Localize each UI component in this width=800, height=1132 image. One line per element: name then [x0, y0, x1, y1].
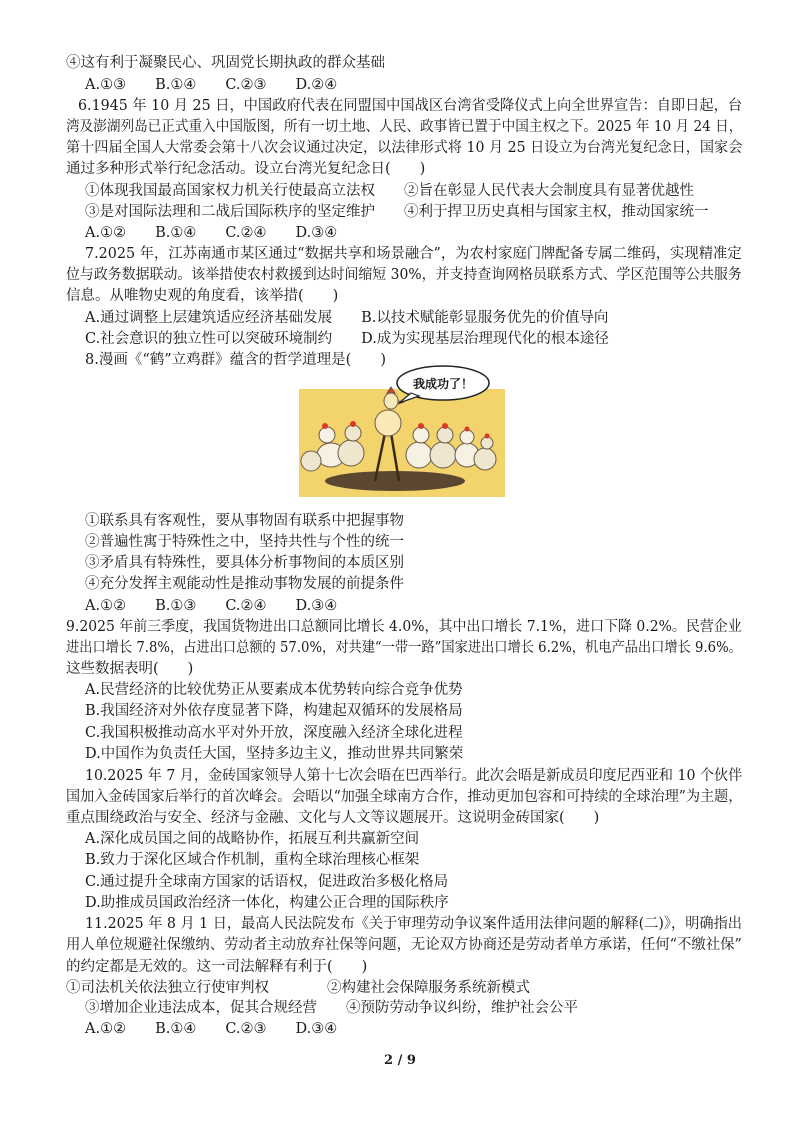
text-line: ④这有利于凝聚民心、巩固党长期执政的群众基础 — [66, 55, 385, 71]
text-line: A.①② B.①④ C.②④ D.③④ — [85, 225, 338, 241]
text-line: ③增加企业违法成本，促其合规经营 ④预防劳动争议纠纷，维护社会公平 — [85, 1000, 578, 1016]
crane-among-chickens-cartoon — [299, 363, 505, 497]
text-line: B.致力于深化区域合作机制，重构全球治理核心框架 — [85, 852, 420, 868]
text-line: ①体现我国最高国家权力机关行使最高立法权 ②旨在彰显人民代表大会制度具有显著优越性 — [85, 183, 694, 199]
text-line: D.中国作为负责任大国，坚持多边主义，推动世界共同繁荣 — [85, 746, 464, 762]
text-line: D.助推成员国政治经济一体化，构建公正合理的国际秩序 — [85, 895, 449, 911]
text-line: 用人单位规避社保缴纳、劳动者主动放弃社保等问题，无论双方协商还是劳动者单方承诺，任何“不缴社保” — [66, 937, 742, 953]
text-line: C.社会意识的独立性可以突破环境制约 D.成为实现基层治理现代化的根本途径 — [85, 331, 609, 347]
text-line: 通过多种形式举行纪念活动。设立台湾光复纪念日( ) — [66, 161, 426, 177]
text-line: 第十四届全国人大常委会第十八次会议通过决定，以法律形式将 10 月 25 日设立为台湾光复纪念日，国家会 — [66, 140, 743, 156]
text-line: 进出口增长 7.8%，占进出口总额的 57.0%，对共建“一带一路”国家进出口增长 6.2%，机电产品出口增长 9.6%。 — [66, 640, 742, 656]
text-line: 重点围绕政治与安全、经济与金融、文化与人文等议题展开。这说明金砖国家( ) — [66, 810, 600, 826]
text-line: ③是对国际法理和二战后国际秩序的坚定维护 ④利于捍卫历史真相与国家主权，推动国家统一 — [85, 204, 709, 220]
text-line: A.深化成员国之间的战略协作，拓展互利共赢新空间 — [85, 831, 420, 847]
text-line: 10.2025 年 7 月，金砖国家领导人第十七次会晤在巴西举行。此次会晤是新成员印度尼西亚和 10 个伙伴 — [85, 768, 743, 784]
text-line: A.①③ B.①④ C.②③ D.②④ — [85, 77, 338, 93]
text-line: B.我国经济对外依存度显著下降，构建起双循环的发展格局 — [85, 703, 463, 719]
text-line: 信息。从唯物史观的角度看，该举措( ) — [66, 288, 339, 304]
text-line: C.我国积极推动高水平对外开放，深度融入经济全球化进程 — [85, 725, 463, 741]
text-line: A.民营经济的比较优势正从要素成本优势转向综合竞争优势 — [85, 682, 463, 698]
text-line: ②普遍性寓于特殊性之中，坚持共性与个性的统一 — [85, 534, 404, 550]
text-line: 湾及澎湖列岛已正式重入中国版图，所有一切土地、人民、政事皆已置于中国主权之下。2025 年 10 月 24 日， — [66, 119, 743, 135]
text-line: ①联系具有客观性，要从事物固有联系中把握事物 — [85, 513, 404, 529]
text-line: 6.1945 年 10 月 25 日，中国政府代表在同盟国中国战区台湾省受降仪式上向全世界宣告：自即日起，台 — [78, 98, 743, 114]
ground-shadow — [325, 471, 465, 491]
text-line: ①司法机关依法独立行使审判权 ②构建社会保障服务系统新模式 — [66, 980, 530, 996]
text-line: 11.2025 年 8 月 1 日，最高人民法院发布《关于审理劳动争议案件适用法律问题的解释(二)》，明确指出 — [85, 916, 743, 932]
text-line: 7.2025 年，江苏南通市某区通过“数据共享和场景融合”，为农村家庭门牌配备专属二维码，实现精准定 — [85, 246, 742, 262]
speech-text: 我成功了！ — [412, 377, 474, 391]
text-line: 的约定都是无效的。这一司法解释有利于( ) — [66, 959, 368, 975]
page-number: 2 / 9 — [384, 1053, 416, 1068]
text-line: 位与政务数据联动。该举措使农村救援到达时间缩短 30%，并支持查询网格员联系方式、学区范围等公共服务 — [66, 267, 742, 283]
text-line: ④充分发挥主观能动性是推动事物发展的前提条件 — [85, 576, 404, 592]
text-line: 9.2025 年前三季度，我国货物进出口总额同比增长 4.0%，其中出口增长 7.1%，进口下降 0.2%。民营企业 — [66, 619, 742, 635]
text-line: A.通过调整上层建筑适应经济基础发展 B.以技术赋能彰显服务优先的价值导向 — [85, 310, 609, 326]
text-line: ③矛盾具有特殊性，要具体分析事物间的本质区别 — [85, 555, 404, 571]
text-line: 8.漫画《“鹤”立鸡群》蕴含的哲学道理是( ) — [85, 352, 386, 368]
text-line: 这些数据表明( ) — [66, 661, 194, 677]
text-line: A.①② B.①④ C.②③ D.③④ — [85, 1021, 338, 1037]
text-line: C.通过提升全球南方国家的话语权，促进政治多极化格局 — [85, 874, 449, 890]
text-line: A.①② B.①③ C.②④ D.③④ — [85, 598, 338, 614]
text-line: 国加入金砖国家后举行的首次峰会。会晤以“加强全球南方合作，推动更加包容和可持续的全球治理”为主题， — [66, 789, 743, 805]
